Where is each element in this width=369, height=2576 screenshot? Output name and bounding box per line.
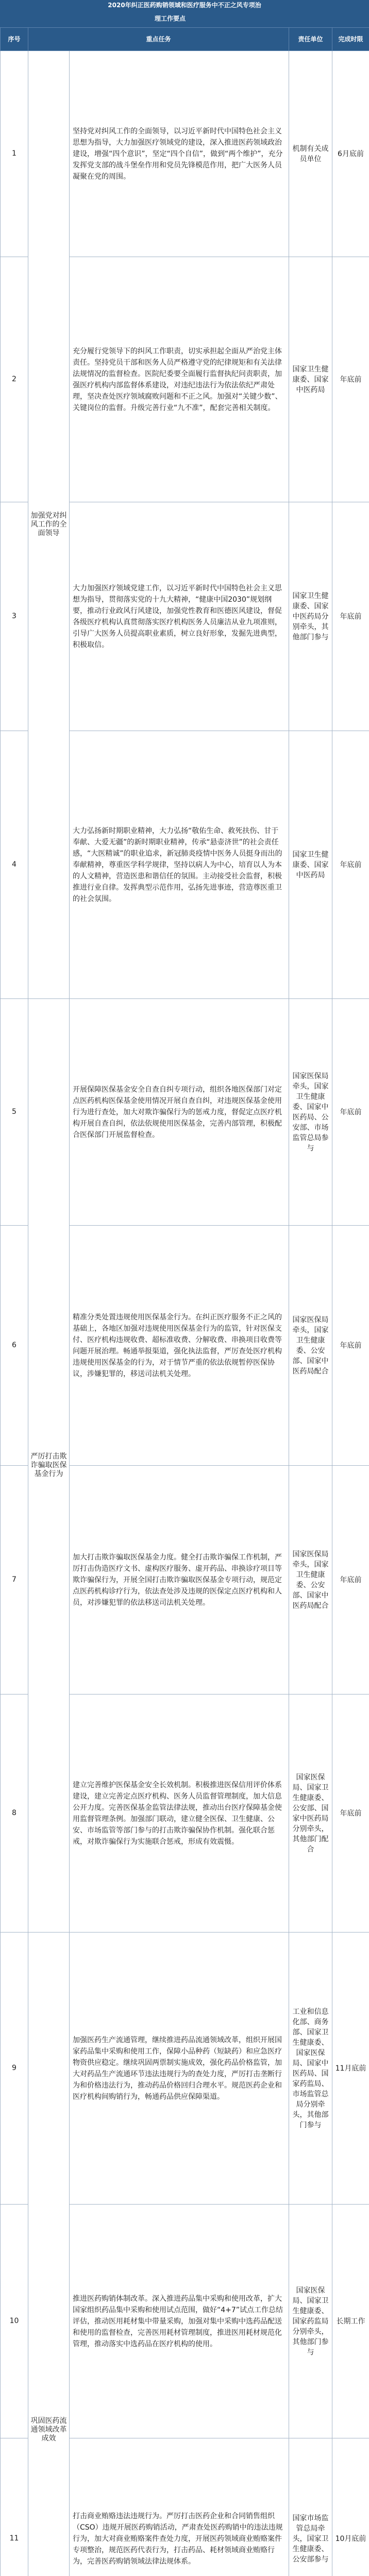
task-text: 大力加强医疗领域党建工作，以习近平新时代中国特色社会主义思想为指导，贯彻落实党的十九大精神，“健康中国2030”规划纲要，推动行业政风行风建设，加强党性教育和医德医风建设，督促各级医疗机构认真贯彻落实医疗机构医务人员廉洁从业九项准则，引导广大医务人员提高职业素质，树立良好形象，发掘先进典型，积极取信。: [70, 502, 289, 731]
category-cell: 加强党对纠风工作的全面领导: [28, 51, 70, 999]
task-text: 加大打击欺诈骗取医保基金力度。健全打击欺诈骗保工作机制，严厉打击伪造医疗文书、虚构医疗服务、虚开药品、串换诊疗项目等欺诈骗保行为，开展全国打击欺诈骗取医保基金专项行动，规范定点医药机构诊疗行为，依法查处涉及违规的医保定点医疗机构和人员，对涉嫌犯罪的依法移送司法机关处理。: [70, 1466, 289, 1694]
task-text: 充分履行党领导下的纠风工作职责，切实承担起全面从严治党主体责任。坚持党员干部和医务人员严格遵守党的纪律规矩和有关法律法规情况的监督检查。医院纪委要全面履行监督执纪问责职责，加强医疗机构内部监督体系建设，对违纪违法行为依法依纪严肃处理，坚决查处医疗领域腐败问题和不正之风。加强对“关键少数”、关键岗位的监督。升级完善行业“九不准”，配套完善相关制度。: [70, 257, 289, 502]
row-number: 8: [1, 1694, 28, 1933]
row-number: 2: [1, 257, 28, 502]
table-row: [1, 999, 369, 1226]
task-text: 加强医药生产流通管理，继续推进药品流通领域改革，组织开展国家药品集中采购和使用工作，保障小品种药（短缺药）和应急医疗物资供应稳定。继续巩固两票制实施成效，强化药品价格监管，加大对药品生产流通环节违法违规行为的查处力度，严厉打击垄断行为和价格违法行为，推动药品价格回归合理水平。规范医药企业和医疗机构间购销行为，畅通药品供应保障渠道。: [70, 1933, 289, 2205]
responsible-unit: 国家医保局、国家卫生健康委、公安部、国家中医药局分别牵头，其他部门配合: [289, 1694, 332, 1933]
page-title: [0, 0, 369, 11]
responsible-unit: 国家医保局、国家卫生健康委、国家药监局分别牵头，其他部门参与: [289, 2205, 332, 2438]
page-title-line1: 2020年纠正医药购销领域和医疗服务中不正之风专项治: [108, 2, 261, 9]
responsible-unit: 国家医保局牵头，国家卫生健康委、公安部、国家中医药局配合: [289, 1226, 332, 1466]
responsible-unit: 国家医保局牵头，国家卫生健康委、国家中医药局、公安部、市场监管总局参与: [289, 999, 332, 1226]
category-cell: 严厉打击欺诈骗取医保基金行为: [28, 999, 70, 1933]
responsible-unit: 国家卫生健康委、国家中医药局: [289, 257, 332, 502]
col-header-time: 完成时限: [332, 28, 369, 51]
row-number: 6: [1, 1226, 28, 1466]
col-header-resp: 责任单位: [289, 28, 332, 51]
deadline: 年底前: [332, 1466, 369, 1694]
page-title-line2: 理工作要点: [155, 15, 186, 22]
table-header-row: [1, 28, 369, 51]
deadline: 年底前: [332, 1226, 369, 1466]
task-text: 开展保障医保基金安全自查自纠专项行动，组织各地医保部门对定点医药机构医保基金使用情况开展自查自纠，对违规医保基金使用行为进行查处，加大对欺诈骗保行为的惩戒力度，督促定点医疗机构开展自查自纠，依法依规使用医保基金，完善内部管理，积极配合医保部门开展监督检查。: [70, 999, 289, 1226]
task-text: 大力弘扬新时期职业精神，大力弘扬“敬佑生命、救死扶伤、甘于奉献、大爱无疆”的新时期职业精神，传承“悬壶济世”的社会责任感，“大医精诚”的职业追求，新冠肺炎疫情中医务人员挺身而出的奉献精神，尊重医学科学规律，坚持以病人为中心，培育以人为本的人文精神，营造医患和谐信任的氛围。主动接受社会监督，积极推进行业自律。发挥典型示范作用，弘扬先进事迹，营造尊医重卫的社会氛围。: [70, 731, 289, 999]
task-table: [0, 27, 369, 2576]
category-cell: 巩固医药流通领域改革成效: [28, 1933, 70, 2576]
row-number: 10: [1, 2205, 28, 2438]
deadline: 6月底前: [332, 51, 369, 257]
deadline: 长期工作: [332, 2205, 369, 2438]
responsible-unit: 国家市场监管总局牵头，国家卫生健康委、公安部参与: [289, 2438, 332, 2576]
task-text: 推进医药购销体制改革。深入推进药品集中采购和使用改革，扩大国家组织药品集中采购和使用试点范围，做好“4+7”试点工作总结评估，推动医用耗材集中带量采购，加强对集中采购中选药品配送和使用的监督检查，完善医用耗材管理制度，推进医用耗材规范化管理，推动落实中选药品在医疗机构的使用。: [70, 2205, 289, 2438]
row-number: 1: [1, 51, 28, 257]
task-text: 建立完善维护医保基金安全长效机制。积极推进医保信用评价体系建设，建立完善定点医疗机构、医务人员监督管理制度，加大信息公开力度。完善医保基金监管法律法规，推动出台医疗保障基金使用监督管理条例。加强部门联动，建立健全医保、卫生健康、公安、市场监管等部门参与的打击欺诈骗保协作机制。强化联合惩戒，对欺诈骗保行为实施联合惩戒，形成有效震慑。: [70, 1694, 289, 1933]
col-header-task: 重点任务: [28, 28, 289, 51]
row-number: 5: [1, 999, 28, 1226]
table-row: [1, 51, 369, 257]
row-number: 11: [1, 2438, 28, 2576]
responsible-unit: 工业和信息化部、商务部、国家卫生健康委、国家医保局、国家中医药局、国家药监局、市场监管总局分别牵头，其他部门参与: [289, 1933, 332, 2205]
responsible-unit: 国家卫生健康委、国家中医药局分别牵头，其他部门参与: [289, 502, 332, 731]
deadline: 年底前: [332, 257, 369, 502]
table-row: [1, 1933, 369, 2205]
deadline: 年底前: [332, 731, 369, 999]
task-text: 坚持党对纠风工作的全面领导，以习近平新时代中国特色社会主义思想为指导，大力加强医疗领域党的建设，深入推进医药领域政治建设，增强“四个意识”，坚定“四个自信”，做到“两个维护”，充分发挥党支部的战斗堡垒作用和党员先锋模范作用，把广大医务人员凝聚在党的周围。: [70, 51, 289, 257]
deadline: 年底前: [332, 502, 369, 731]
row-number: 7: [1, 1466, 28, 1694]
responsible-unit: 机制有关成员单位: [289, 51, 332, 257]
deadline: 11月底前: [332, 1933, 369, 2205]
page-title-continued: [0, 11, 369, 27]
deadline: 年底前: [332, 999, 369, 1226]
responsible-unit: 国家卫生健康委、国家中医药局: [289, 731, 332, 999]
responsible-unit: 国家医保局牵头，国家卫生健康委、公安部、国家中医药局配合: [289, 1466, 332, 1694]
row-number: 3: [1, 502, 28, 731]
task-text: 精准分类处置违规使用医保基金行为。在纠正医疗服务不正之风的基础上，各地区加强对违规使用医保基金行为的监管，针对医保支付、医疗机构违规收费、超标准收费、分解收费、串换项目收费等问题开展治理。畅通举报渠道，强化执法监督，严厉查处医疗机构违规使用医保基金的行为，对于情节严重的依法依规暂停医保协议，涉嫌犯罪的，移送司法机关处理。: [70, 1226, 289, 1466]
deadline: 年底前: [332, 1694, 369, 1933]
row-number: 9: [1, 1933, 28, 2205]
task-text: 打击商业贿赂违法违规行为。严厉打击医药企业和合同销售组织（CSO）违规开展医药购销活动，严肃查处医药购销中的违法违规行为，加大对商业贿赂案件查处力度，开展医药领域商业贿赂案件专项整治，规范医药代表行为，打击药品、耗材领域商业贿赂行为，完善医药购销领域法律法规体系。: [70, 2438, 289, 2576]
deadline: 10月底前: [332, 2438, 369, 2576]
col-header-num: 序号: [1, 28, 28, 51]
row-number: 4: [1, 731, 28, 999]
